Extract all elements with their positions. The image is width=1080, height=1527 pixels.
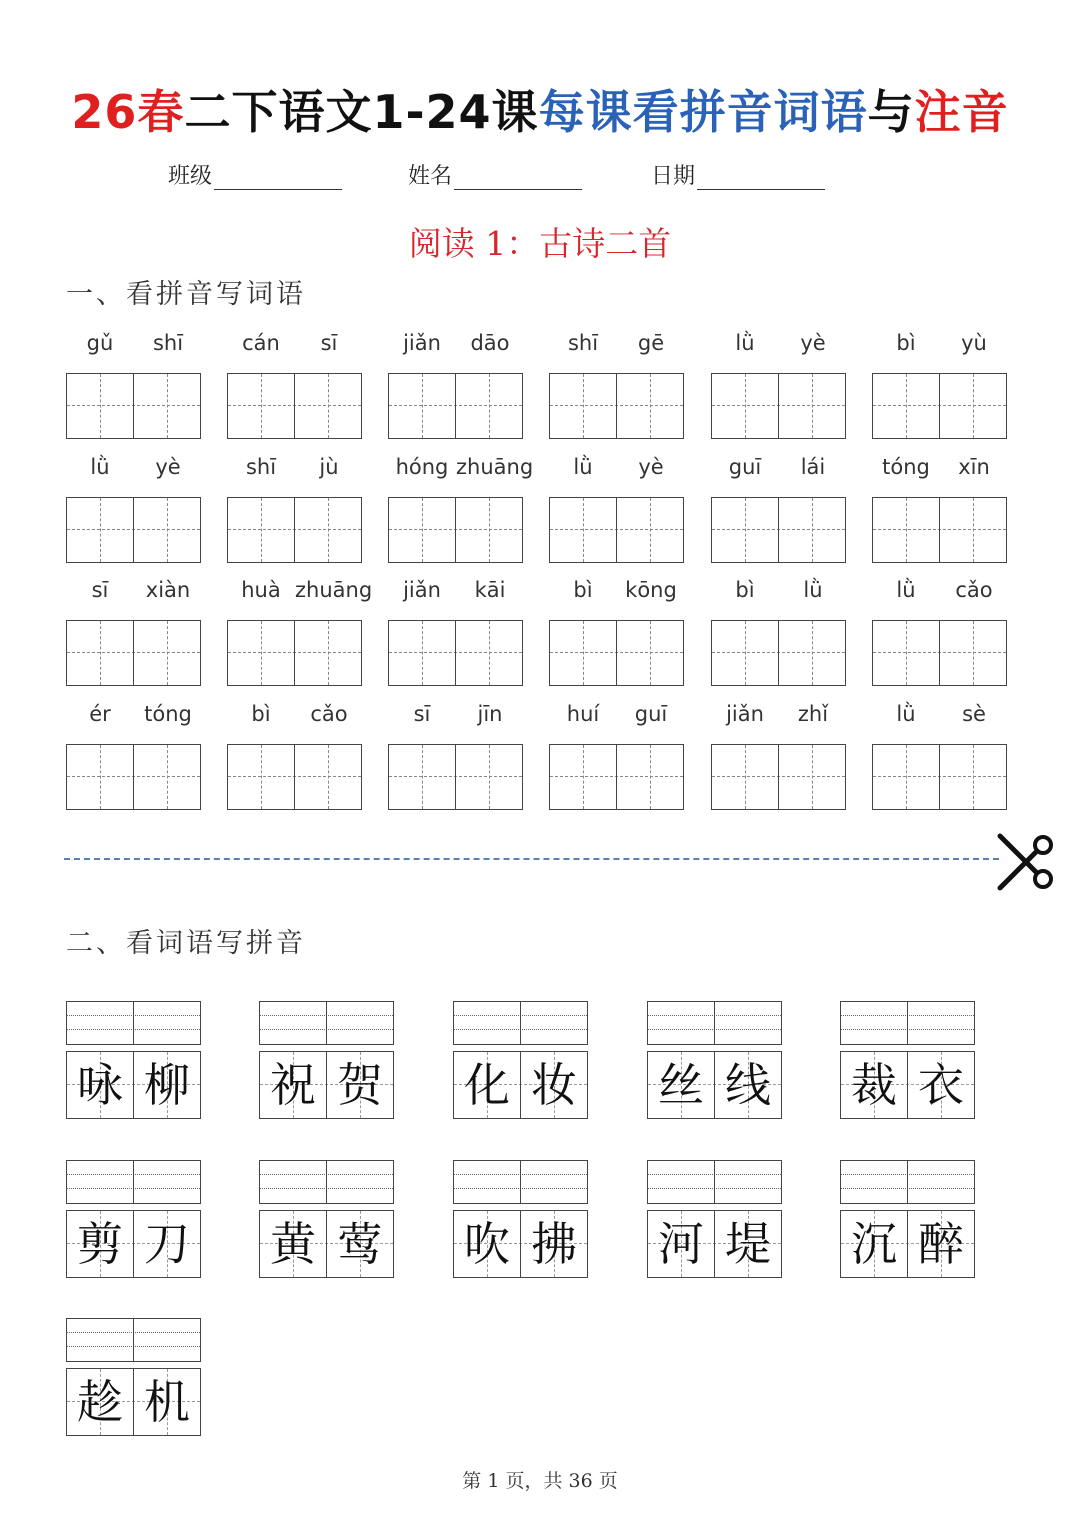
pinyin-syllable: hóng [395,455,449,479]
pinyin-syllable: huí [566,702,600,726]
pinyin-syllable: sī [413,702,431,726]
title-part-red-2: 注音 [914,85,1009,139]
pinyin-syllable: gǔ [86,331,114,355]
pinyin-syllable: sī [91,578,109,602]
word-item [453,1160,590,1280]
pinyin-syllable: jiǎn [403,578,441,602]
writing-box[interactable] [872,620,1007,686]
pinyin-syllable: zhǐ [797,702,829,726]
hanzi-character: 线 [725,1058,771,1112]
pinyin-labels [66,331,203,361]
date-label: 日期 [651,164,696,189]
pinyin-syllable: ér [89,702,111,726]
hanzi-character: 黄 [270,1217,316,1271]
word-item [840,1001,977,1121]
name-blank[interactable] [454,163,582,190]
pinyin-labels [549,578,686,608]
pinyin-syllable: xīn [958,455,990,479]
word-box [66,1368,201,1436]
writing-box[interactable] [549,744,684,810]
pinyin-writing-lines[interactable] [66,1160,201,1204]
pinyin-item [711,702,848,812]
pinyin-item [227,331,364,441]
pinyin-syllable: lǜ [803,578,823,602]
pinyin-item [227,702,364,812]
class-blank[interactable] [214,163,342,190]
hanzi-character: 祝 [270,1058,316,1112]
pinyin-syllable: guī [634,702,668,726]
pinyin-writing-lines[interactable] [647,1001,782,1045]
pinyin-syllable: tóng [882,455,930,479]
word-item [453,1001,590,1121]
pinyin-item [66,702,203,812]
pinyin-labels [227,702,364,732]
pinyin-item [549,578,686,688]
word-item [647,1001,784,1121]
pinyin-item [872,702,1009,812]
pinyin-labels [711,702,848,732]
pinyin-syllable: lǜ [90,455,110,479]
pinyin-syllable: guī [728,455,762,479]
pinyin-syllable: yè [155,455,181,479]
pinyin-item [227,578,373,688]
pinyin-syllable: cǎo [955,578,993,602]
writing-box[interactable] [227,373,362,439]
pinyin-item [388,702,525,812]
pinyin-labels [872,578,1009,608]
pinyin-syllable: dāo [470,331,510,355]
writing-box[interactable] [388,497,523,563]
title-part-black: 二下语文1-24课 [184,85,539,139]
writing-box[interactable] [711,744,846,810]
pinyin-item [66,455,203,565]
pinyin-labels [711,331,848,361]
pinyin-syllable: yù [961,331,987,355]
writing-box[interactable] [66,744,201,810]
writing-box[interactable] [388,744,523,810]
pinyin-writing-lines[interactable] [259,1001,394,1045]
pinyin-syllable: lǜ [735,331,755,355]
pinyin-syllable: yè [638,455,664,479]
writing-box[interactable] [711,620,846,686]
pinyin-syllable: cán [242,331,280,355]
hanzi-character: 吹 [464,1217,510,1271]
pinyin-writing-lines[interactable] [259,1160,394,1204]
section1-heading: 一、看拼音写词语 [66,279,306,310]
hanzi-character: 裁 [851,1058,897,1112]
pinyin-syllable: sī [320,331,338,355]
pinyin-item [711,455,848,565]
hanzi-character: 咏 [77,1058,123,1112]
pinyin-labels [388,455,534,485]
pinyin-syllable: bì [896,331,916,355]
pinyin-labels [66,578,203,608]
lesson-title: 阅读 1：古诗二首 [408,224,672,263]
pinyin-writing-lines[interactable] [66,1001,201,1045]
hanzi-character: 莺 [337,1217,383,1271]
pinyin-syllable: lǜ [896,702,916,726]
pinyin-syllable: lǜ [573,455,593,479]
hanzi-character: 河 [658,1217,704,1271]
section2-heading: 二、看词语写拼音 [66,928,306,959]
word-item [66,1160,203,1280]
pinyin-item [227,455,364,565]
pinyin-syllable: xiàn [145,578,191,602]
writing-box[interactable] [872,373,1007,439]
pinyin-labels [388,578,525,608]
word-box [840,1210,975,1278]
title-part-blue: 每课看拼音词语 [538,85,868,139]
pinyin-item [66,578,203,688]
title-part-black-2: 与 [867,85,915,139]
writing-box[interactable] [549,497,684,563]
hanzi-character: 柳 [144,1058,190,1112]
pinyin-item [872,578,1009,688]
title-part-red: 26春 [71,85,185,139]
hanzi-character: 堤 [725,1217,771,1271]
hanzi-character: 衣 [918,1058,964,1112]
pinyin-syllable: kōng [625,578,677,602]
hanzi-character: 贺 [337,1058,383,1112]
hanzi-character: 化 [464,1058,510,1112]
pinyin-syllable: lái [800,455,826,479]
word-item [647,1160,784,1280]
writing-box[interactable] [66,620,201,686]
pinyin-syllable: zhuāng [456,455,534,479]
date-blank[interactable] [697,163,825,190]
pinyin-syllable: shī [245,455,277,479]
pinyin-item [388,331,525,441]
pinyin-syllable: jīn [477,702,503,726]
pinyin-item [388,455,534,565]
hanzi-character: 趁 [77,1375,123,1429]
pinyin-syllable: shī [567,331,599,355]
pinyin-item [66,331,203,441]
pinyin-syllable: yè [800,331,826,355]
word-box [66,1051,201,1119]
hanzi-character: 妆 [531,1058,577,1112]
pinyin-syllable: kāi [474,578,506,602]
word-item [840,1160,977,1280]
pinyin-writing-lines[interactable] [647,1160,782,1204]
word-item [66,1001,203,1121]
word-box [453,1210,588,1278]
pinyin-syllable: cǎo [310,702,348,726]
pinyin-labels [549,702,686,732]
pinyin-syllable: sè [962,702,986,726]
scissors-icon [992,830,1056,894]
name-field[interactable] [408,158,582,190]
hanzi-character: 机 [144,1375,190,1429]
pinyin-labels [227,578,373,608]
pinyin-item [549,455,686,565]
pinyin-syllable: bì [251,702,271,726]
date-field[interactable] [651,158,825,190]
writing-box[interactable] [388,373,523,439]
pinyin-syllable: gē [637,331,665,355]
pinyin-labels [711,578,848,608]
pinyin-writing-lines[interactable] [840,1160,975,1204]
hanzi-character: 沉 [851,1217,897,1271]
pinyin-item [872,455,1009,565]
pinyin-item [711,578,848,688]
writing-box[interactable] [66,497,201,563]
pinyin-item [388,578,525,688]
writing-box[interactable] [872,497,1007,563]
page-footer: 第 1 页，共 36 页 [462,1470,618,1492]
pinyin-labels [872,331,1009,361]
pinyin-item [711,331,848,441]
class-label: 班级 [168,164,213,189]
pinyin-labels [711,455,848,485]
pinyin-item [549,702,686,812]
pinyin-item [872,331,1009,441]
word-box [647,1051,782,1119]
hanzi-character: 拂 [531,1217,577,1271]
word-item [66,1318,203,1438]
writing-box[interactable] [549,620,684,686]
word-box [453,1051,588,1119]
name-label: 姓名 [408,164,453,189]
pinyin-writing-lines[interactable] [453,1001,588,1045]
cut-line [64,858,999,860]
pinyin-labels [872,702,1009,732]
writing-box[interactable] [711,497,846,563]
pinyin-syllable: tóng [144,702,192,726]
pinyin-syllable: jiǎn [726,702,764,726]
pinyin-syllable: huà [241,578,281,602]
writing-box[interactable] [388,620,523,686]
hanzi-character: 刀 [144,1217,190,1271]
writing-box[interactable] [711,373,846,439]
hanzi-character: 醉 [918,1217,964,1271]
word-item [259,1001,396,1121]
pinyin-writing-lines[interactable] [840,1001,975,1045]
pinyin-syllable: lǜ [896,578,916,602]
writing-box[interactable] [872,744,1007,810]
pinyin-syllable: bì [735,578,755,602]
pinyin-syllable: shī [152,331,184,355]
word-box [647,1210,782,1278]
hanzi-character: 丝 [658,1058,704,1112]
class-field[interactable] [168,158,342,190]
writing-box[interactable] [227,744,362,810]
pinyin-writing-lines[interactable] [453,1160,588,1204]
pinyin-writing-lines[interactable] [66,1318,201,1362]
word-box [259,1210,394,1278]
pinyin-syllable: zhuāng [295,578,373,602]
pinyin-labels [388,331,525,361]
worksheet-title [0,76,1080,142]
pinyin-labels [549,455,686,485]
writing-box[interactable] [549,373,684,439]
pinyin-item [549,331,686,441]
word-item [259,1160,396,1280]
pinyin-syllable: jù [319,455,339,479]
hanzi-character: 剪 [77,1217,123,1271]
writing-box[interactable] [227,620,362,686]
pinyin-labels [66,455,203,485]
word-box [259,1051,394,1119]
writing-box[interactable] [227,497,362,563]
word-box [840,1051,975,1119]
word-box [66,1210,201,1278]
pinyin-labels [227,455,364,485]
pinyin-labels [872,455,1009,485]
writing-box[interactable] [66,373,201,439]
pinyin-labels [66,702,203,732]
pinyin-syllable: bì [573,578,593,602]
pinyin-syllable: jiǎn [403,331,441,355]
pinyin-labels [388,702,525,732]
pinyin-labels [227,331,364,361]
pinyin-labels [549,331,686,361]
